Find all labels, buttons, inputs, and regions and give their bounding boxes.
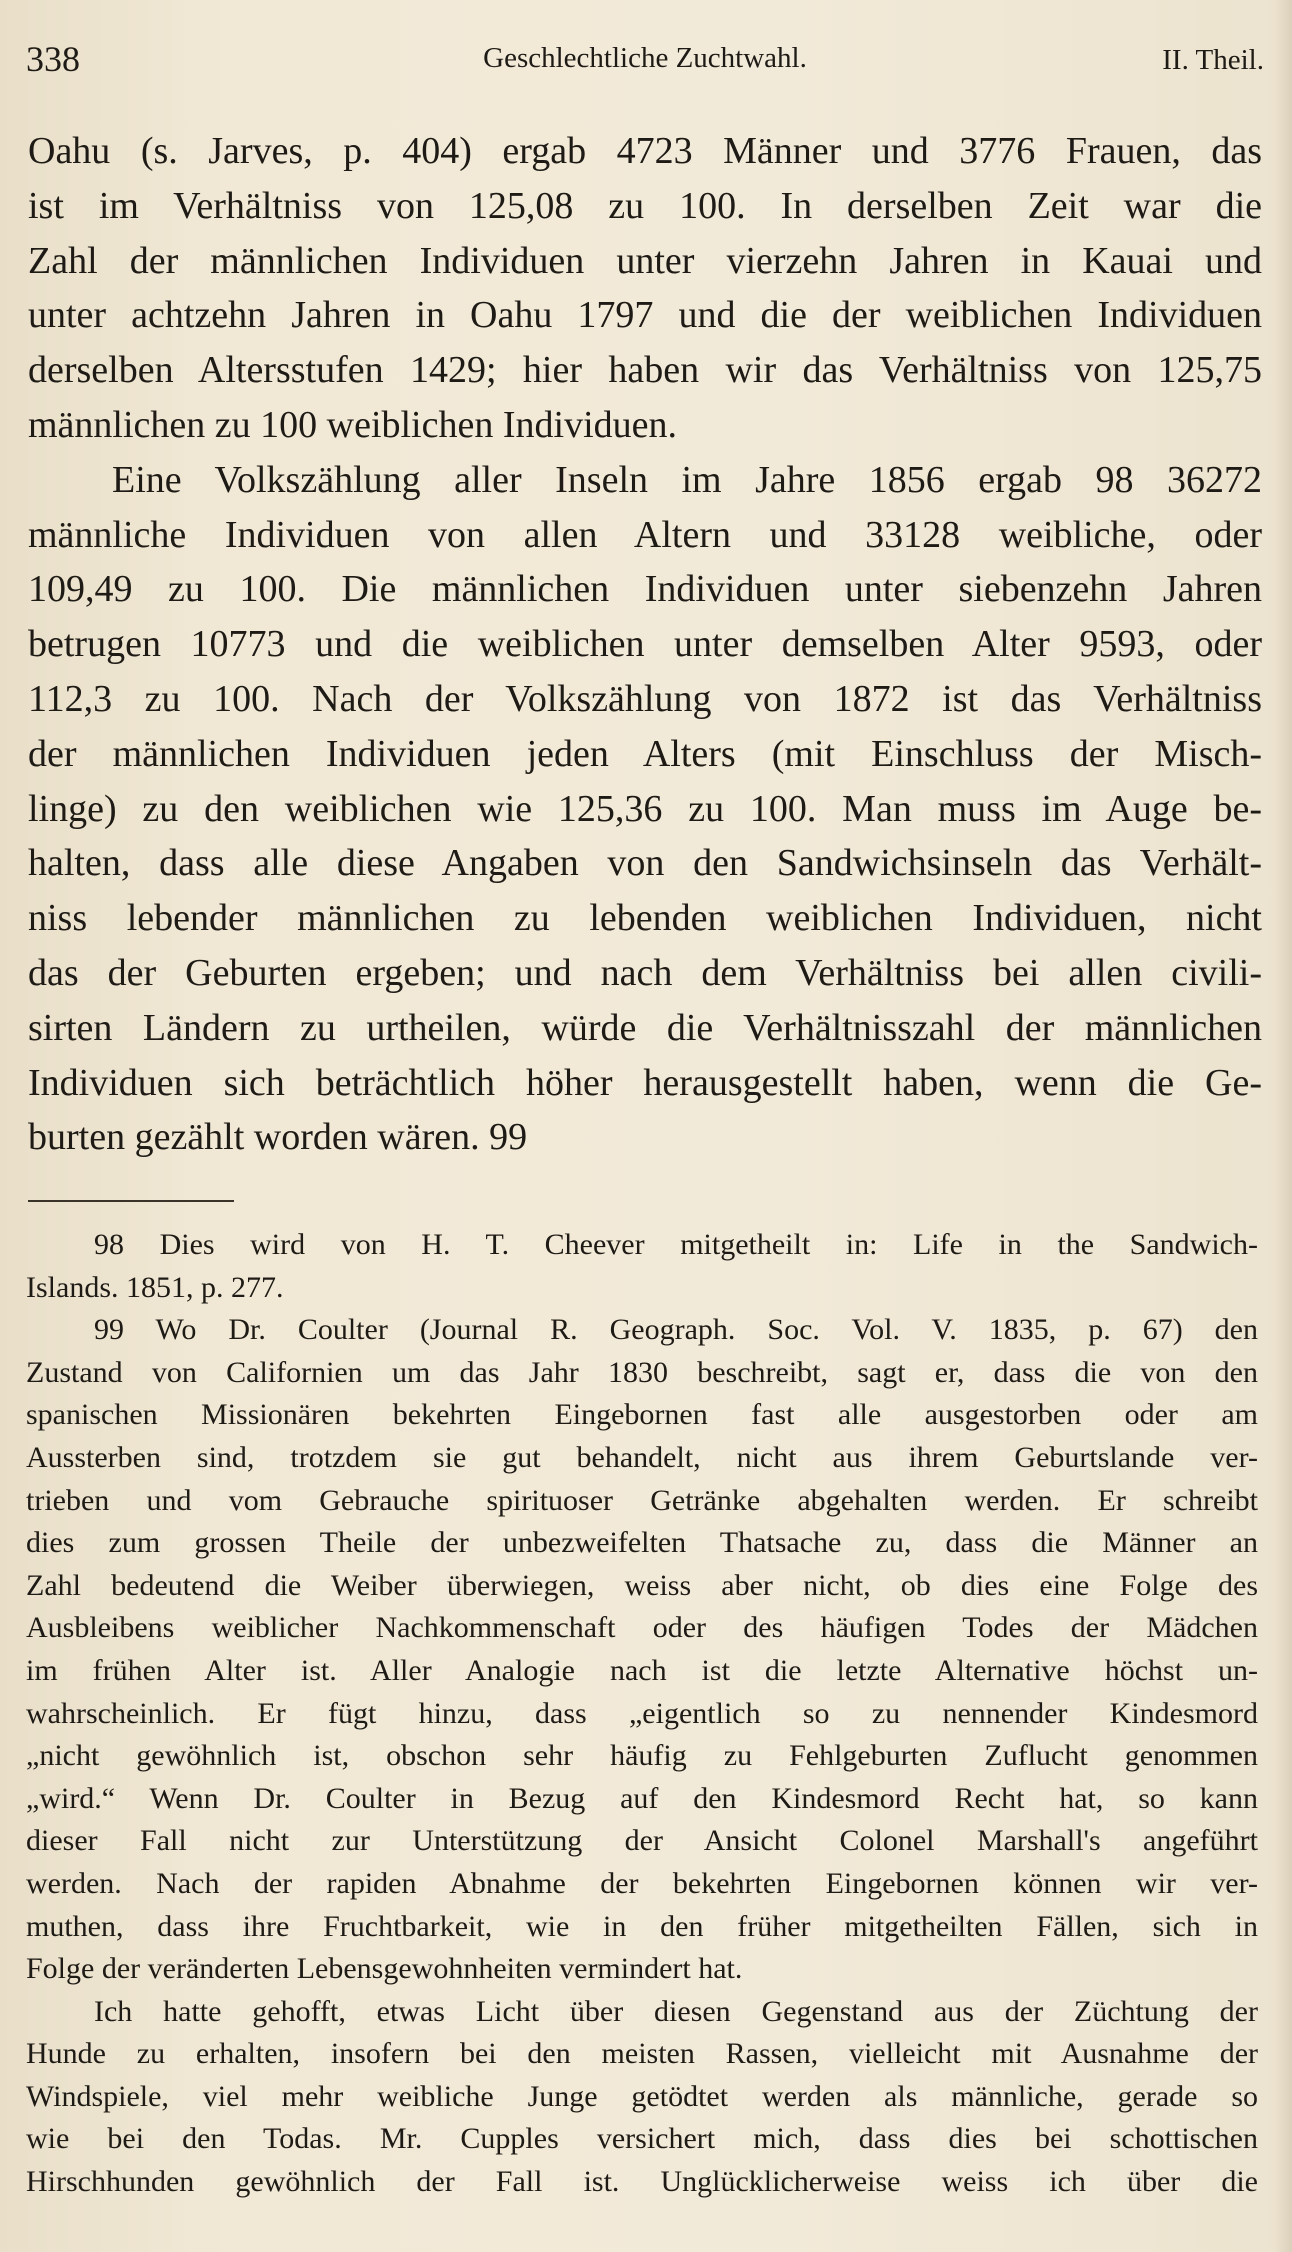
footnote-line: dieser Fall nicht zur Unterstützung der Ansicht Colonel Marshall's angeführt — [26, 1824, 1258, 1858]
text-line: halten, dass alle diese Angaben von den Sandwichsinseln das Verhält- — [28, 842, 1262, 885]
text-line: 112,3 zu 100. Nach der Volkszählung von 1872 ist das Verhältniss — [28, 677, 1262, 720]
footnote-line: dies zum grossen Theile der unbezweifelten Thatsache zu, dass die Männer an — [26, 1526, 1258, 1560]
text-line: betrugen 10773 und die weiblichen unter demselben Alter 9593, oder — [28, 623, 1262, 666]
page-number: 338 — [26, 39, 80, 79]
text-line: das der Geburten ergeben; und nach dem Verhältniss bei allen civili- — [28, 951, 1262, 994]
footnote-line: Ausbleibens weiblicher Nachkommenschaft oder des häufigen Todes der Mädchen — [26, 1611, 1258, 1645]
text-line: Oahu (s. Jarves, p. 404) ergab 4723 Männer und 3776 Frauen, das — [28, 130, 1262, 172]
footnote-line: Aussterben sind, trotzdem sie gut behandelt, nicht aus ihrem Geburtslande ver- — [26, 1440, 1258, 1474]
footnote-line: 99 Wo Dr. Coulter (Journal R. Geograph. Soc. Vol. V. 1835, p. 67) den — [94, 1313, 1258, 1347]
text-line: männliche Individuen von allen Altern und 33128 weibliche, oder — [28, 513, 1262, 556]
footnote-line: im frühen Alter ist. Aller Analogie nach ist die letzte Alternative höchst un- — [26, 1653, 1258, 1687]
page-header — [26, 38, 1264, 88]
text-line: Zahl der männlichen Individuen unter vierzehn Jahren in Kauai und — [28, 239, 1262, 282]
footnote-line: Windspiele, viel mehr weibliche Junge getödtet werden als männliche, gerade so — [26, 2079, 1258, 2113]
text-line: derselben Altersstufen 1429; hier haben wir das Verhältniss von 125,75 — [28, 349, 1262, 392]
footnote-line: 98 Dies wird von H. T. Cheever mitgetheilt in: Life in the Sandwich- — [94, 1228, 1258, 1261]
text-line: männlichen zu 100 weiblichen Individuen. — [28, 403, 677, 446]
text-line: unter achtzehn Jahren in Oahu 1797 und die der weiblichen Individuen — [28, 294, 1262, 337]
footnote-line: wahrscheinlich. Er fügt hinzu, dass „eigentlich so zu nennender Kindesmord — [26, 1696, 1258, 1730]
running-title: Geschlechtliche Zuchtwahl. — [483, 42, 807, 74]
footnote-line: Ich hatte gehofft, etwas Licht über diesen Gegenstand aus der Züchtung der — [94, 1994, 1258, 2028]
footnote-line: Zustand von Californien um das Jahr 1830 beschreibt, sagt er, dass die von den — [26, 1355, 1258, 1389]
footnote-line: werden. Nach der rapiden Abnahme der bekehrten Eingebornen können wir ver- — [26, 1866, 1258, 1900]
text-line: 109,49 zu 100. Die männlichen Individuen unter siebenzehn Jahren — [28, 568, 1262, 611]
footnote-line: trieben und vom Gebrauche spirituoser Getränke abgehalten werden. Er schreibt — [26, 1483, 1258, 1517]
footnotes — [26, 1224, 1258, 2204]
text-line: Eine Volkszählung aller Inseln im Jahre 1856 ergab 98 36272 — [112, 458, 1262, 501]
footnote-line: muthen, dass ihre Fruchtbarkeit, wie in den früher mitgetheilten Fällen, sich in — [26, 1909, 1258, 1943]
footnote-line: „wird.“ Wenn Dr. Coulter in Bezug auf den Kindesmord Recht hat, so kann — [26, 1781, 1258, 1815]
page-edge-shadow — [1274, 0, 1292, 2252]
text-line: niss lebender männlichen zu lebenden weiblichen Individuen, nicht — [28, 897, 1262, 940]
text-line: ist im Verhältniss von 125,08 zu 100. In derselben Zeit war die — [28, 184, 1262, 227]
footnote-line: wie bei den Todas. Mr. Cupples versichert mich, dass dies bei schottischen — [26, 2122, 1258, 2156]
text-line: linge) zu den weiblichen wie 125,36 zu 100. Man muss im Auge be- — [28, 787, 1262, 830]
footnote-line: Hunde zu erhalten, insofern bei den meisten Rassen, vielleicht mit Ausnahme der — [26, 2037, 1258, 2071]
main-text — [28, 124, 1262, 1165]
text-line: der männlichen Individuen jeden Alters (mit Einschluss der Misch- — [28, 732, 1262, 775]
text-line: burten gezählt worden wären. 99 — [28, 1116, 528, 1159]
footnote-divider — [28, 1200, 234, 1202]
footnote-line: Folge der veränderten Lebensgewohnheiten vermindert hat. — [26, 1952, 743, 1986]
part-label: II. Theil. — [1162, 44, 1264, 76]
text-line: Individuen sich beträchtlich höher herausgestellt haben, wenn die Ge- — [28, 1061, 1262, 1104]
footnote-line: „nicht gewöhnlich ist, obschon sehr häufig zu Fehlgeburten Zuflucht genommen — [26, 1739, 1258, 1773]
footnote-line: Zahl bedeutend die Weiber überwiegen, weiss aber nicht, ob dies eine Folge des — [26, 1568, 1258, 1602]
footnote-line: Hirschhunden gewöhnlich der Fall ist. Unglücklicherweise weiss ich über die — [26, 2165, 1258, 2199]
text-line: sirten Ländern zu urtheilen, würde die Verhältnisszahl der männlichen — [28, 1006, 1262, 1049]
footnote-line: Islands. 1851, p. 277. — [26, 1270, 284, 1304]
footnote-line: spanischen Missionären bekehrten Eingebornen fast alle ausgestorben oder am — [26, 1398, 1258, 1432]
